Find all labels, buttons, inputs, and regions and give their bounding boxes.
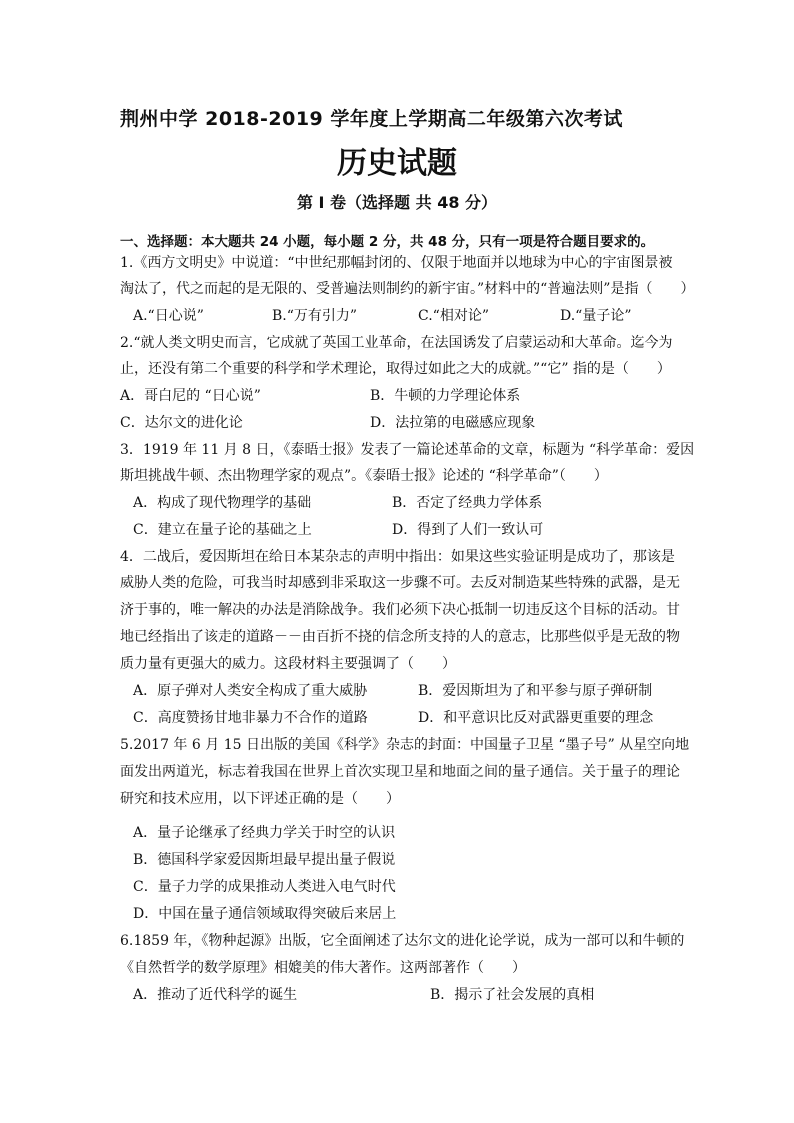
question-2-option-b: B．牛顿的力学理论体系	[370, 388, 521, 404]
question-2-line-1: 2.“就人类文明史而言，它成就了英国工业革命，在法国诱发了启蒙运动和大革命。迄今为	[120, 335, 673, 351]
question-6-option-a: A．推动了近代科学的诞生	[133, 987, 298, 1003]
section-instruction: 一、选择题：本大题共 24 小题，每小题 2 分，共 48 分，只有一项是符合题目要求的。	[120, 234, 655, 250]
question-1-option-a: A.“日心说”	[133, 308, 204, 324]
question-4-option-d: D．和平意识比反对武器更重要的理念	[418, 710, 654, 726]
question-5-line-2: 面发出两道光，标志着我国在世界上首次实现卫星和地面之间的量子通信。关于量子的理论	[120, 764, 680, 780]
school-exam-title: 荆州中学 2018-2019 学年度上学期高二年级第六次考试	[120, 108, 623, 130]
question-3-option-d: D．得到了人们一致认可	[392, 522, 544, 538]
question-3-line-2: 斯坦挑战牛顿、杰出物理学家的观点”。《泰晤士报》论述的 “科学革命”（ ）	[120, 468, 608, 484]
question-6-line-2: 《自然哲学的数学原理》相媲美的伟大著作。这两部著作（ ）	[120, 960, 526, 976]
question-3-option-b: B．否定了经典力学体系	[392, 495, 543, 511]
question-4-line-4: 地已经指出了该走的道路－－由百折不挠的信念所支持的人的意志，比那些似乎是无敌的物	[120, 629, 680, 645]
question-1-option-c: C.“相对论”	[418, 308, 489, 324]
question-5-line-3: 研究和技术应用，以下评述正确的是（ ）	[120, 791, 400, 807]
question-1-line-2: 淘汰了，代之而起的是无限的、受普遍法则制约的新宇宙。”材料中的“普遍法则”是指（ ）	[120, 281, 695, 297]
question-5-line-1: 5.2017 年 6 月 15 日出版的美国《科学》杂志的封面：中国量子卫星 “墨子号” 从星空向地	[120, 737, 690, 753]
question-2-option-a: A．哥白尼的 “日心说”	[120, 388, 261, 404]
question-5-option-c: C．量子力学的成果推动人类进入电气时代	[133, 879, 396, 895]
question-1-option-d: D.“量子论”	[560, 308, 632, 324]
question-3-option-a: A．构成了现代物理学的基础	[133, 495, 312, 511]
question-2-line-2: 止，还没有第二个重要的科学和学术理论，取得过如此之大的成就。”“它” 指的是（ ）	[120, 361, 671, 377]
subject-title: 历史试题	[337, 146, 457, 181]
question-2-option-c: C．达尔文的进化论	[120, 415, 243, 431]
question-6-line-1: 6.1859 年，《物种起源》出版，它全面阐述了达尔文的进化论学说，成为一部可以和牛顿的	[120, 933, 685, 949]
question-4-line-1: 4．二战后，爱因斯坦在给日本某杂志的声明中指出：如果这些实验证明是成功了，那该是	[120, 549, 675, 565]
question-1-line-1: 1.《西方文明史》中说道：“中世纪那幅封闭的、仅限于地面并以地球为中心的宇宙图景被	[120, 255, 673, 271]
question-6-option-b: B．揭示了社会发展的真相	[430, 987, 595, 1003]
question-5-option-b: B．德国科学家爱因斯坦最早提出量子假说	[133, 852, 396, 868]
question-4-line-5: 质力量有更强大的威力。这段材料主要强调了（ ）	[120, 656, 456, 672]
question-4-option-c: C．高度赞扬甘地非暴力不合作的道路	[133, 710, 368, 726]
question-3-line-1: 3．1919 年 11 月 8 日，《泰晤士报》发表了一篇论述革命的文章，标题为 “科学革命：爱因	[120, 442, 695, 458]
question-3-option-c: C．建立在量子论的基础之上	[133, 522, 312, 538]
question-2-option-d: D．法拉第的电磁感应现象	[370, 415, 536, 431]
question-4-option-a: A．原子弹对人类安全构成了重大威胁	[133, 683, 368, 699]
question-4-line-3: 济于事的，唯一解决的办法是消除战争。我们必须下决心抵制一切违反这个目标的活动。甘	[120, 602, 680, 618]
question-5-option-d: D．中国在量子通信领域取得突破后来居上	[133, 906, 397, 922]
question-1-option-b: B.“万有引力”	[272, 308, 358, 324]
volume-title: 第 I 卷（选择题 共 48 分）	[296, 193, 498, 212]
question-4-line-2: 威胁人类的危险，可我当时却感到非采取这一步骤不可。去反对制造某些特殊的武器，是无	[120, 575, 680, 591]
question-5-option-a: A．量子论继承了经典力学关于时空的认识	[133, 825, 396, 841]
question-4-option-b: B．爱因斯坦为了和平参与原子弹研制	[418, 683, 653, 699]
